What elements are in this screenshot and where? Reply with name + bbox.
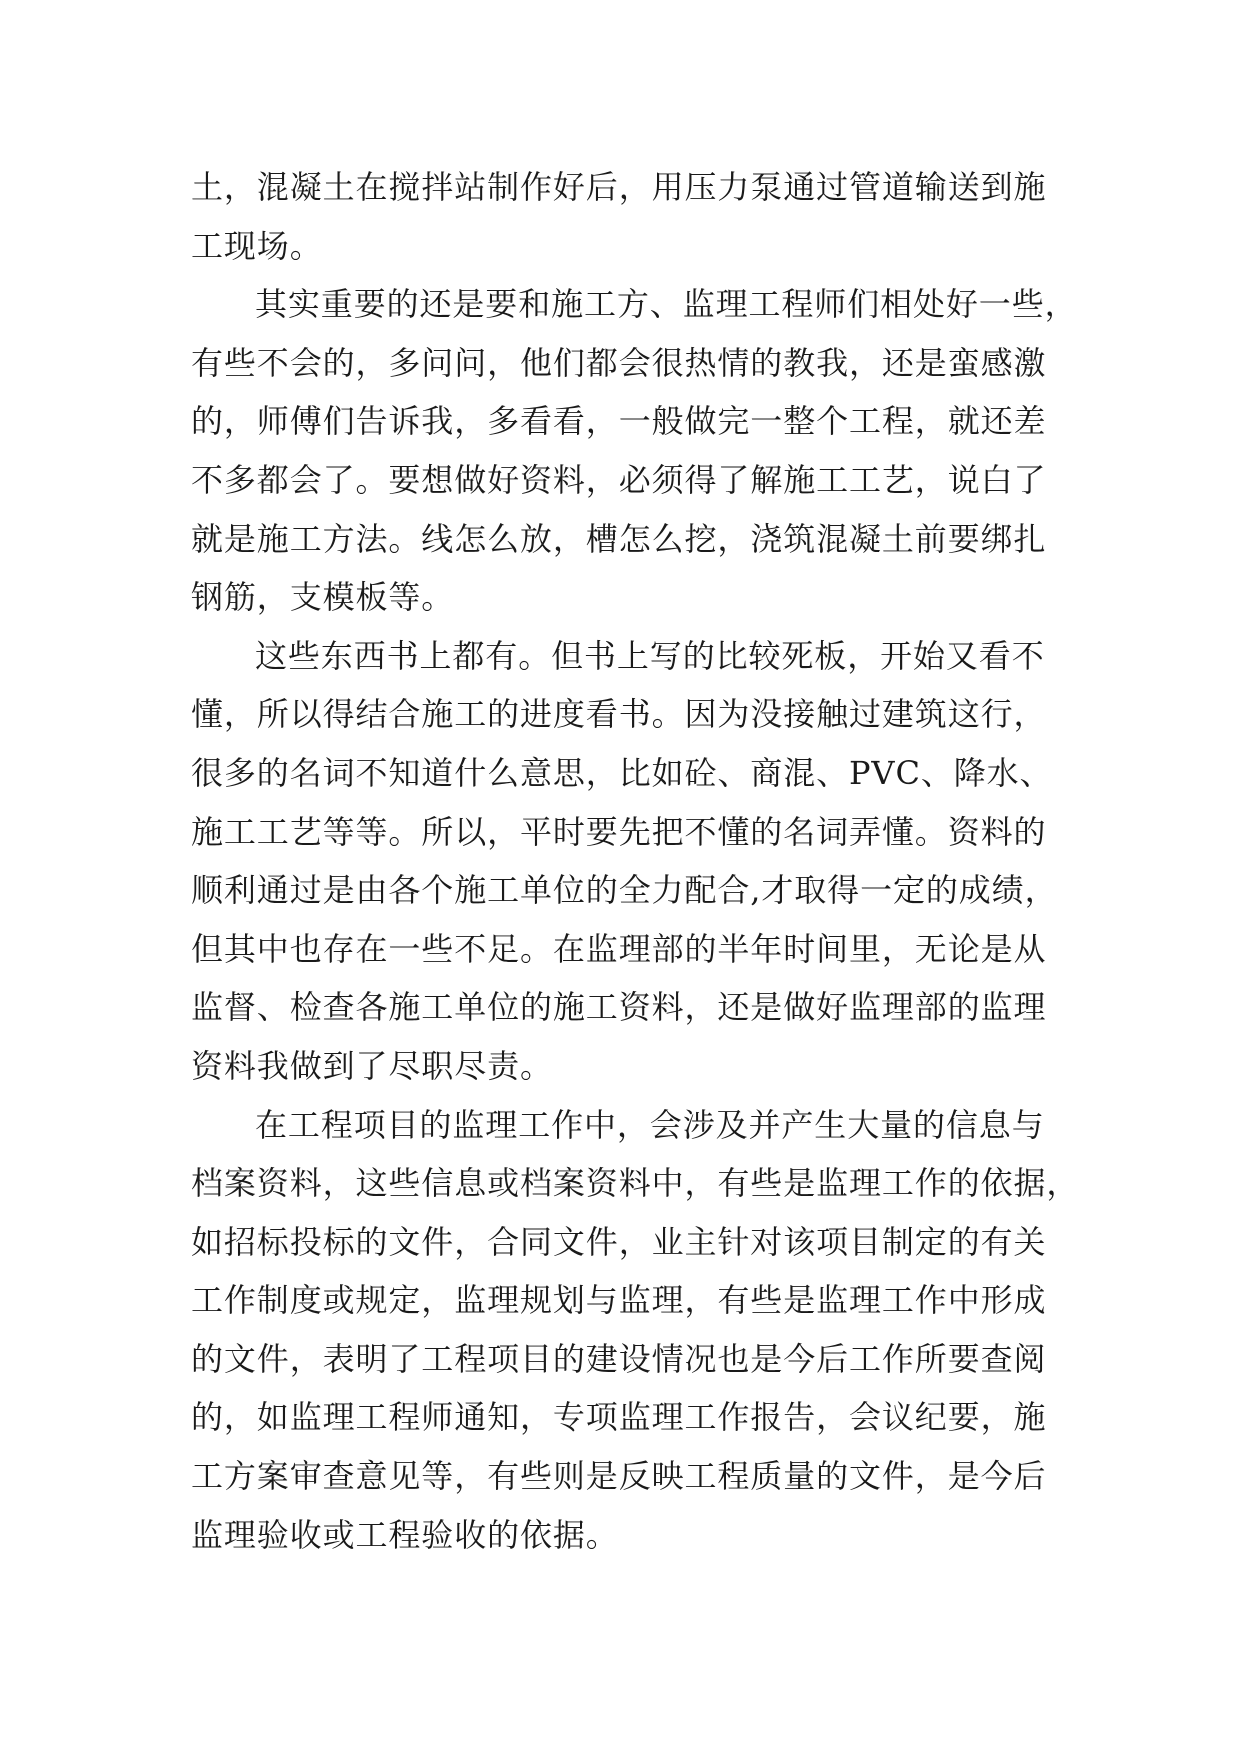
document-body [191, 158, 1081, 1564]
text-line: 在工程项目的监理工作中，会涉及并产生大量的信息与 [255, 1105, 1045, 1144]
text-line: 顺利通过是由各个施工单位的全力配合,才取得一定的成绩， [191, 871, 1058, 910]
text-line: 就是施工方法。线怎么放，槽怎么挖，浇筑混凝土前要绑扎 [191, 519, 1047, 558]
text-line: 其实重要的还是要和施工方、监理工程师们相处好一些， [255, 285, 1078, 324]
text-line: 这些东西书上都有。但书上写的比较死板，开始又看不 [255, 636, 1045, 675]
text-line: 土，混凝土在搅拌站制作好后，用压力泵通过管道输送到施 [191, 168, 1047, 206]
text-line: 档案资料，这些信息或档案资料中，有些是监理工作的依据， [191, 1164, 1080, 1203]
text-line: 工方案审查意见等，有些则是反映工程质量的文件，是今后 [191, 1457, 1047, 1496]
text-line: 的，师傅们告诉我，多看看，一般做完一整个工程，就还差 [191, 402, 1047, 441]
text-line: 很多的名词不知道什么意思，比如砼、商混、PVC、降水、 [191, 753, 1053, 792]
text-line: 如招标投标的文件，合同文件，业主针对该项目制定的有关 [191, 1222, 1047, 1261]
text-line: 不多都会了。要想做好资料，必须得了解施工工艺，说白了 [191, 460, 1047, 499]
text-line: 监理验收或工程验收的依据。 [191, 1515, 619, 1554]
text-line: 工作制度或规定，监理规划与监理，有些是监理工作中形成 [191, 1281, 1047, 1320]
text-line: 监督、检查各施工单位的施工资料，还是做好监理部的监理 [191, 988, 1047, 1027]
text-line: 的文件，表明了工程项目的建设情况也是今后工作所要查阅 [191, 1339, 1047, 1378]
text-line: 的，如监理工程师通知，专项监理工作报告，会议纪要，施 [191, 1398, 1047, 1437]
text-line: 工现场。 [191, 226, 323, 265]
text-line: 懂，所以得结合施工的进度看书。因为没接触过建筑这行， [191, 695, 1047, 734]
text-line: 钢筋，支模板等。 [191, 578, 455, 617]
text-line: 有些不会的，多问问，他们都会很热情的教我，还是蛮感激 [191, 343, 1047, 382]
text-line: 但其中也存在一些不足。在监理部的半年时间里，无论是从 [191, 929, 1047, 968]
text-line: 资料我做到了尽职尽责。 [191, 1046, 553, 1085]
text-line: 施工工艺等等。所以，平时要先把不懂的名词弄懂。资料的 [191, 812, 1047, 851]
